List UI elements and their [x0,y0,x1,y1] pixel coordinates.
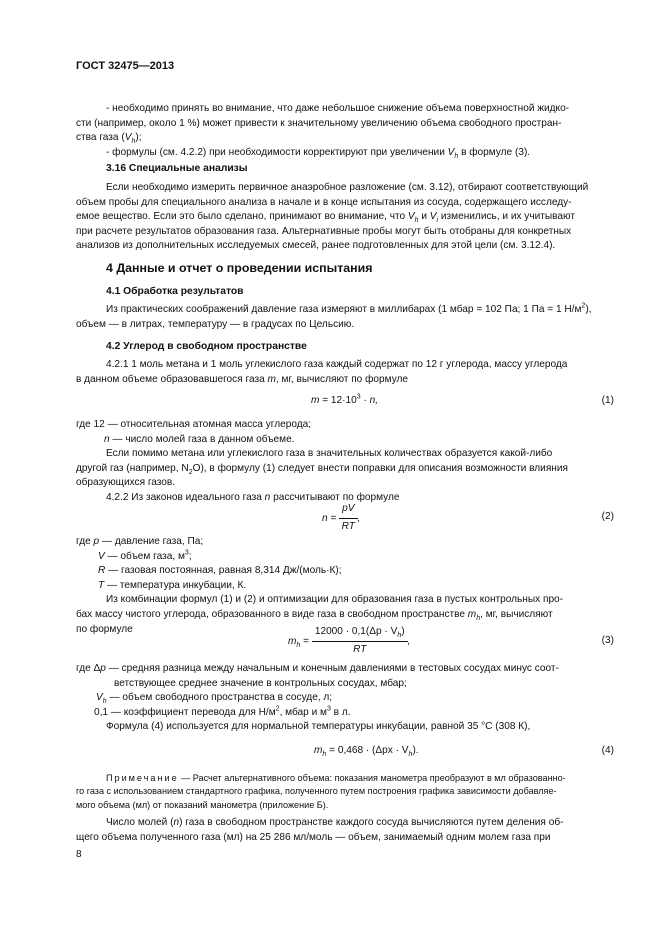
text-line: бах массу чистого углерода, образованного в виде газа в свободном пространстве $m_h$, мг, вычисляют [76,608,553,622]
text-line: анализов из дополнительных исследуемых смесей, ранее подготовленных для этой цели (см. 3.12.4). [76,240,556,252]
equation-2: n = $\frac{pV}{RT}$ , [322,502,360,534]
note-block [76,772,614,812]
text-line: ства газа $(V_h)$; [76,132,142,146]
equation-4: $m_h = 0,468 \cdot (\Delta px \cdot V_h)$. [314,745,419,759]
section-title-4-1: 4.1 Обработка результатов [106,286,244,297]
text-line: 4.2.2 Из законов идеального газа n рассчитывают по формуле [106,491,400,503]
text-line: R — газовая постоянная, равная 8,314 Дж/(моль·К); [98,565,342,577]
equation-number-2: (2) [601,511,614,522]
text-line: где p — давление газа, Па; [76,536,204,547]
text-line: Число молей (n) газа в свободном пространстве каждого сосуда вычисляются путем деления об- [106,817,564,828]
text-line: $V_h$ — объем свободного пространства в сосуде, л; [96,692,333,706]
text-line: n — число молей газа в данном объеме. [104,433,295,445]
text-line: Если помимо метана или углекислого газа в значительных количествах образуется какой-либо [106,448,553,460]
equation-number-3: (3) [601,635,614,646]
text-line: объем пробы для специального анализа в начале и в конце испытания из сосуда, содержащего исследу- [76,196,572,208]
section-title-4-2: 4.2 Углерод в свободном пространстве [106,341,307,352]
equation-1: $m = 12\cdot 10^3 \cdot n$, [311,393,379,406]
text-line: Из практических соображений давление газа измеряют в миллибарах (1 мбар = 102 Па; 1 Па = 1 $Н/м^2$), [106,302,592,315]
text-line: щего объема полученного газа (мл) на 25 286 мл/моль — объем, занимаемый одним молем газа при [76,831,551,843]
definitions-1 [76,418,614,506]
text-line: где 12 — относительная атомная масса углерода; [76,419,312,430]
text-line: где Δp — средняя разница между начальным и конечным давлениями в тестовых сосудах минус соот- [76,663,559,674]
text-line: - формулы (см. 4.2.2) при необходимости корректируют при увеличении $V_h$ в формуле (3). [106,146,531,160]
text-line: T — температура инкубации, К. [98,579,247,591]
paragraph-processing [76,303,614,332]
equation-number-4: (4) [601,745,614,756]
text-line: мого объема (мл) от показаний манометра (приложение Б). [76,799,329,810]
paragraph-moles [76,816,614,845]
text-line: при расчете результатов образования газа. Альтернативные пробы могут быть отобраны для конкретных [76,225,572,237]
text-line: ветствующее среднее значение в контрольных сосудах, мбар; [114,677,407,689]
definitions-2 [76,535,614,637]
paragraph-4-2-1 [76,358,614,387]
text-line: образующихся газов. [76,477,176,489]
text-line: 0,1 — коэффициент перевода для $Н/м^2$, мбар и $м^3$ в л. [94,705,351,718]
text-line: объем — в литрах, температуру — в градусах по Цельсию. [76,318,355,330]
text-line: другой газ (например, $N_2O$), в формулу (1) следует внести поправки для описания возможности влияния [76,462,568,476]
fraction: $\frac{pV}{RT}$ [339,502,357,534]
text-line: Формула (4) используется для нормальной температуры инкубации, равной 35 °С (308 К), [106,721,531,733]
fraction: $\frac{12000 \cdot 0,1(\Delta p \cdot V_h)}{RT}$ [312,625,408,657]
text-line: V — объем газа, $м^3$; [98,549,192,562]
text-line: Из комбинации формул (1) и (2) и оптимизации для образования газа в пустых контрольных про- [106,594,564,606]
paragraph-special-analyses [76,181,614,254]
text-line: го газа с использованием стандартного графика, полученного путем построения графика зависимости добавляе- [76,786,557,797]
text-line: - необходимо принять во внимание, что даже небольшое снижение объема поверхностной жидко- [106,103,570,114]
text-line: в данном объеме образовавшегося газа m, мг, вычисляют по формуле [76,373,409,385]
text-line: 4.2.1 1 моль метана и 1 моль углекислого газа каждый содержат по 12 г углерода, массу углерода [106,359,568,370]
paragraph-surface-liquid [76,102,614,160]
text-line: Если необходимо измерить первичное анаэробное разложение (см. 3.12), отбирают соответствующий [106,182,589,193]
text-line: сти (например, около 1 %) может привести к значительному увеличению объема свободного простран- [76,117,562,129]
text-line: Примечание — Расчет альтернативного объема: показания манометра преобразуют в мл образованно- [106,773,566,783]
section-title-4: 4 Данные и отчет о проведении испытания [106,261,373,275]
definitions-3 [76,662,614,735]
page-number: 8 [76,849,82,860]
equation-number-1: (1) [601,395,614,406]
equation-3: $m_h$ = $\frac{12000 \cdot 0,1(\Delta p \cdot V_h)}{RT}$ , [288,625,410,657]
document-header: ГОСТ 32475—2013 [76,60,175,72]
text-line: по формуле [76,623,133,635]
section-title-3-16: 3.16 Специальные анализы [106,163,248,174]
text-line: емое вещество. Если это было сделано, принимают во внимание, что $V_h$ и $V_i$ изменились, и их учитывают [76,211,575,225]
